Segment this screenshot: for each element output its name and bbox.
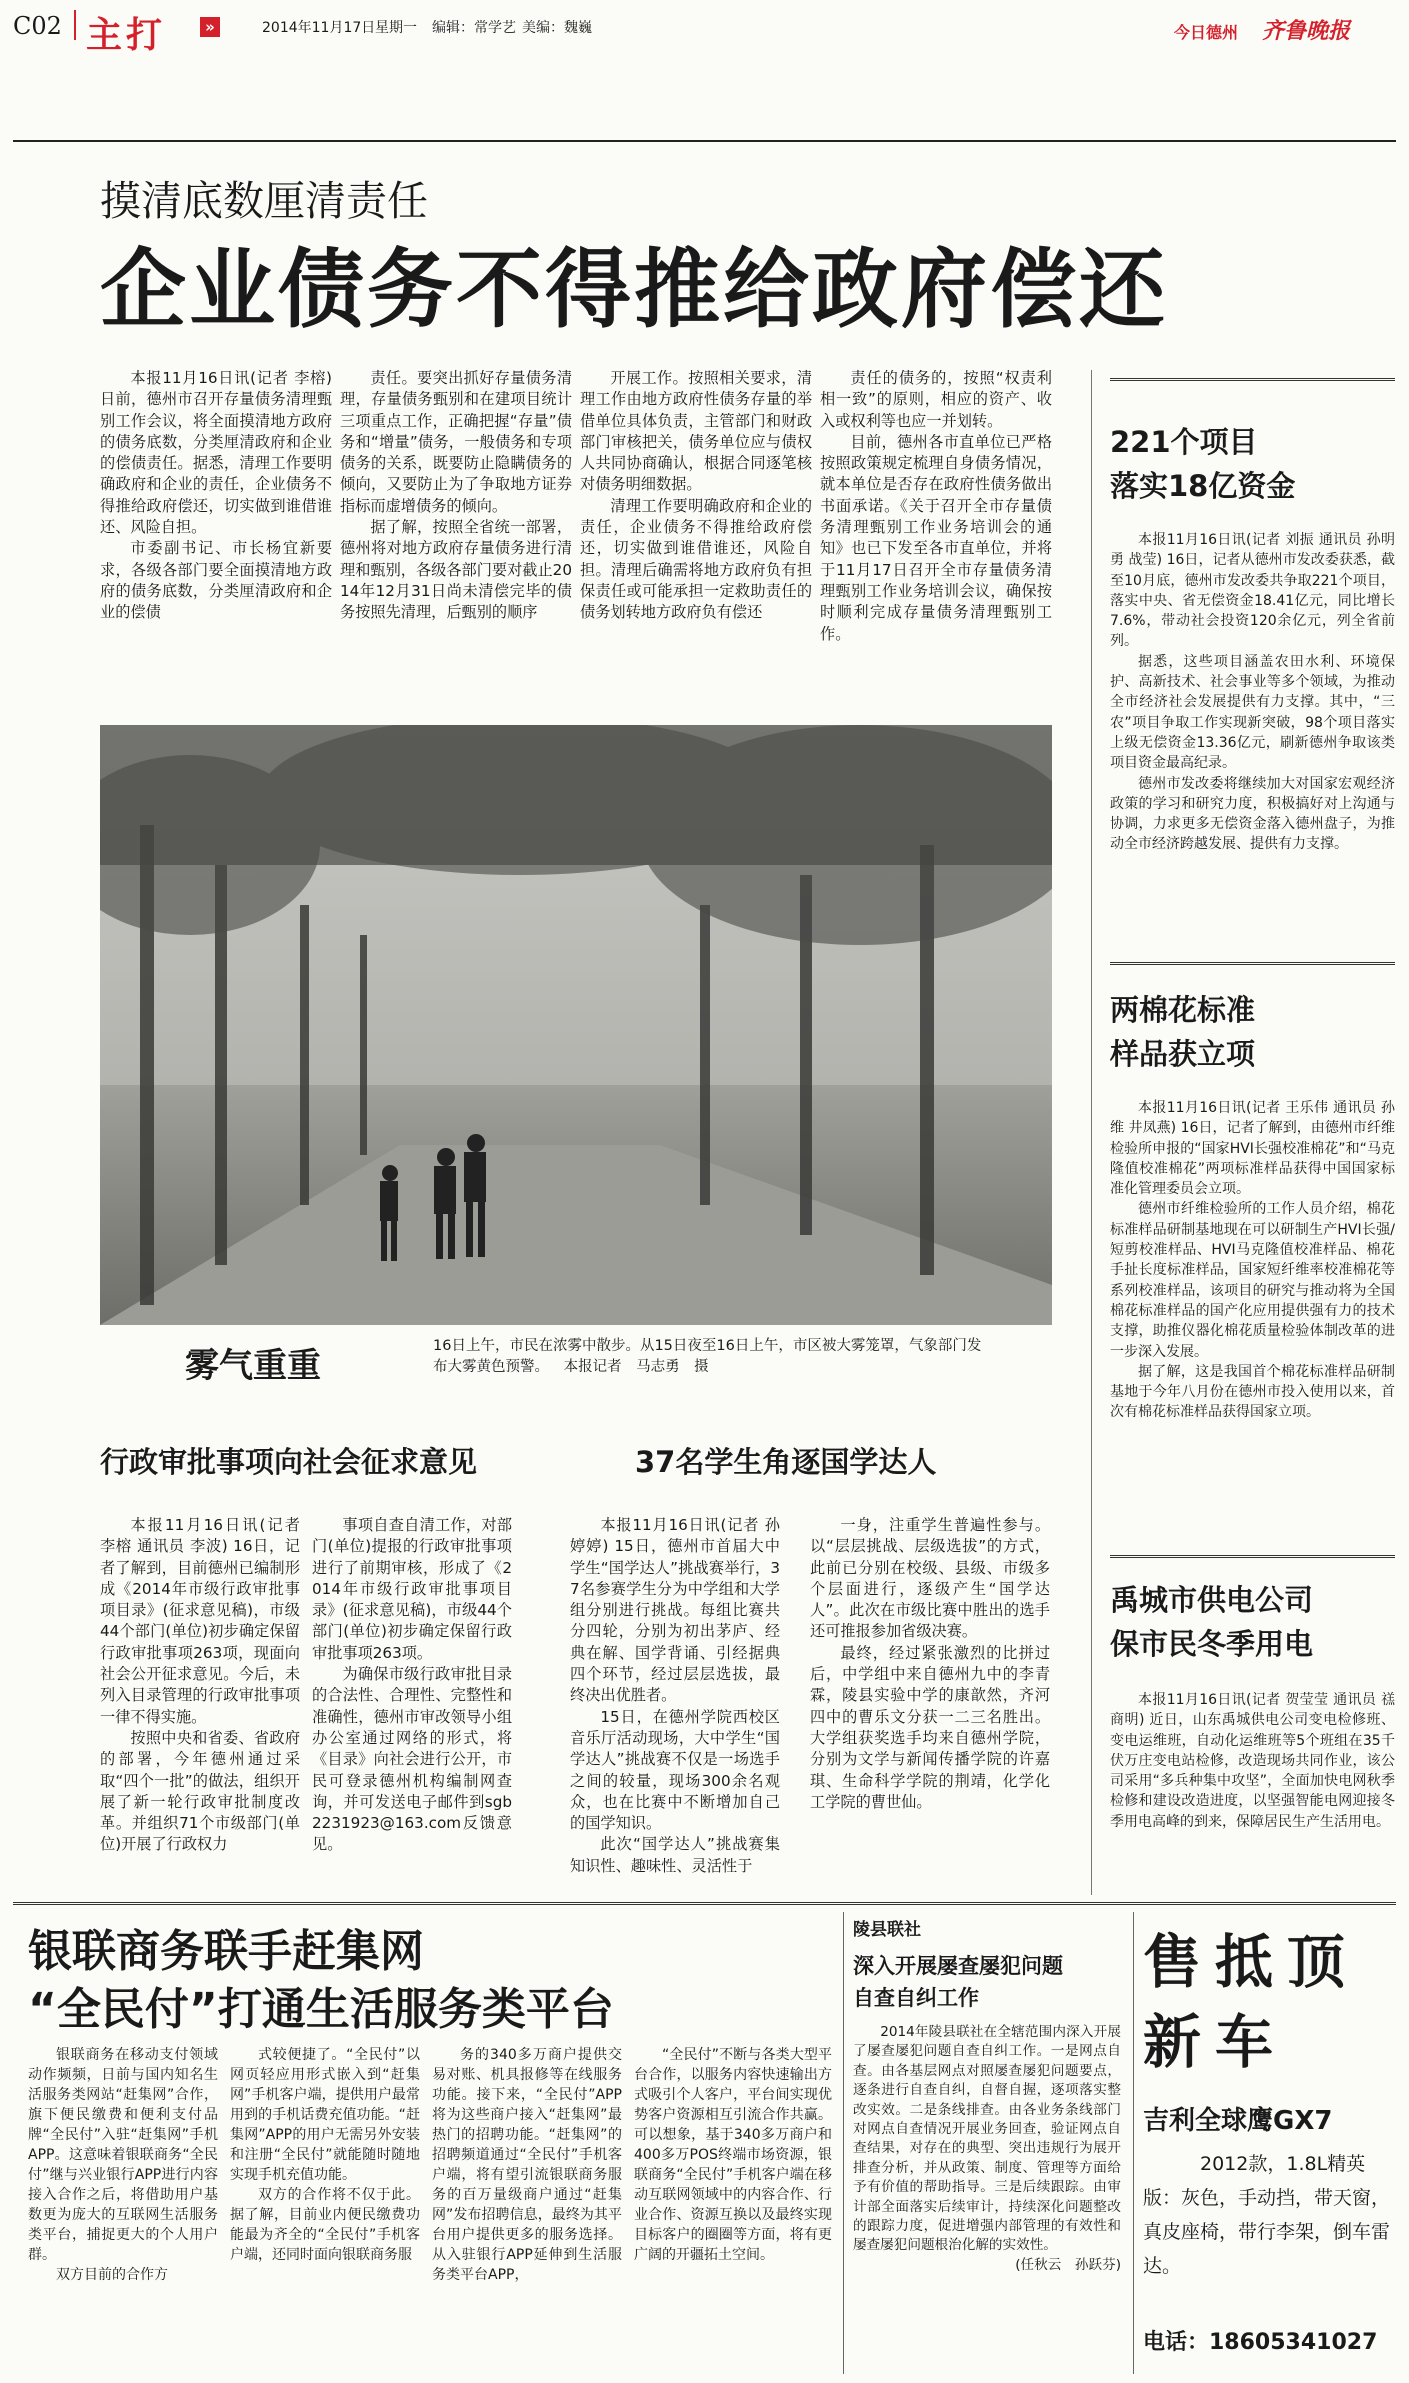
- bottom-band-frame: [13, 1902, 1396, 1905]
- paragraph: 事项自查自清工作，对部门(单位)提报的行政审批事项进行了前期审核，形成了《2014年市级行政审批事项目录》(征求意见稿)，市级44个部门(单位)初步确定保留行政审批事项263项。: [312, 1516, 512, 1662]
- paragraph: 一身，注重学生普遍性参与。以“层层挑战、层级选拔”的方式，此前已分别在校级、县级、市级多个层面进行，逐级产生“国学达人”。此次在市级比赛中胜出的选手还可推报参加省级决赛。: [810, 1516, 1050, 1641]
- sidebar-headline: 落实18亿资金: [1110, 469, 1296, 503]
- paragraph: 据了解，这是我国首个棉花标准样品研制基地于今年八月份在德州市投入使用以来，首次有棉花标准样品获得国家立项。: [1110, 1363, 1395, 1421]
- paragraph: 本报11月16日讯(记者 孙婷婷) 15日，德州市首届大中学生“国学达人”挑战赛举行，37名参赛学生分为中学组和大学组分别进行挑战。每组比赛共分四轮，分别为初出茅庐、经典在解、国学背诵、引经据典四个环节，经过层层选拔，最终决出优胜者。: [570, 1516, 780, 1705]
- paragraph: 本报11月16日讯(记者 王乐伟 通讯员 孙维 井凤燕) 16日，记者了解到，由德州市纤维检验所申报的“国家HVI长强校准棉花”和“马克隆值校准棉花”两项标准样品获得中国国家标准化管理委员会立项。: [1110, 1100, 1395, 1198]
- paragraph: 2014年陵县联社在全辖范围内深入开展了屡查屡犯问题自查自纠工作。一是网点自查。由各基层网点对照屡查屡犯问题要点，逐条进行自查自纠，自督自握，逐项落实整改实效。二是条线排查。由各业务条线部门对网点自查情况开展业务回查，验证网点自查结果，对存在的典型、突出违规行为展开排查分析，并从政策、制度、管理等方面给予有价值的帮助指导。三是后续跟踪。由审计部全面落实后续审计，持续深化问题整改的跟踪力度，促进增强内部管理的有效性和屡查屡犯问题根治化解的实效性。: [853, 2024, 1121, 2254]
- ad-model: 吉利全球鹰GX7: [1143, 2106, 1333, 2136]
- bottom-left-col-3: [432, 2045, 622, 2370]
- photo-caption: [433, 1336, 993, 1378]
- bottom-middle-credit: (任秋云 孙跃芬): [1015, 2256, 1121, 2273]
- paragraph: 此次“国学达人”挑战赛集知识性、趣味性、灵活性于: [570, 1835, 780, 1875]
- bottom-left-col-4: [634, 2045, 832, 2370]
- bottom-left-headline-1: 银联商务联手赶集网: [28, 1926, 424, 1977]
- sidebar-body: [1110, 1098, 1395, 1423]
- paragraph: 最终，经过紧张激烈的比拼过后，中学组中来自德州九中的李青霖，陵县实验中学的康歆然，齐河四中的曹乐文分获一二三名胜出。大学组获奖选手均来自德州学院，分别为文学与新闻传播学院的许嘉琪、生命科学学院的荆靖，化学化工学院的曹世仙。: [810, 1643, 1050, 1811]
- main-kicker: 摸清底数厘清责任: [100, 177, 428, 225]
- paragraph: 式较便捷了。“全民付”以网页轻应用形式嵌入到“赶集网”手机客户端，提供用户最常用到的手机话费充值功能。“赶集网”APP的用户无需另外安装和注册“全民付”就能随时随地实现手机充值功能。: [230, 2047, 420, 2183]
- bottom-middle-org: 陵县联社: [853, 1920, 921, 1940]
- double-chevron-icon: »: [200, 17, 220, 37]
- car-ad: [1143, 1915, 1395, 2375]
- bottom-divider-2: [1133, 1912, 1134, 2374]
- approval-col-2: [312, 1515, 512, 1893]
- paragraph: 按照中央和省委、省政府的部署，今年德州通过采取“四个一批”的做法，组织开展了新一轮行政审批制度改革。并组织71个市级部门(单位)开展了行政权力: [100, 1728, 300, 1854]
- photo-credit: 本报记者 马志勇 摄: [563, 1359, 709, 1375]
- students-headline: 37名学生角逐国学达人: [635, 1445, 937, 1479]
- paragraph: 双方目前的合作方: [56, 2267, 168, 2283]
- ad-specs: 2012款，1.8L精英版：灰色，手动挡，带天窗，真皮座椅，带行李架，倒车雷达。: [1143, 2153, 1391, 2277]
- paragraph: 双方的合作将不仅于此。据了解，目前业内便民缴费功能最为齐全的“全民付”手机客户端，还同时面向银联商务服: [230, 2187, 420, 2263]
- sidebar-headline: 221个项目: [1110, 425, 1258, 459]
- sidebar-rule: [1110, 962, 1395, 965]
- paper-logo: 齐鲁晚报: [1262, 18, 1351, 44]
- paragraph: 15日，在德州学院西校区音乐厅活动现场，大中学生“国学达人”挑战赛不仅是一场选手之间的较量，现场300余名观众，也在比赛中不断增加自己的国学知识。: [570, 1707, 780, 1833]
- sidebar-item-cotton: [1110, 988, 1395, 1423]
- paragraph: 银联商务在移动支付领域动作频频，日前与国内知名生活服务类网站“赶集网”合作，旗下便民缴费和便利支付品牌“全民付”入驻“赶集网”手机APP。这意味着银联商务“全民付”继与兴业银行APP进行内容接入合作之后，将借助用户基数更为庞大的互联网生活服务类平台，捕捉更大的个人用户群。: [28, 2047, 218, 2263]
- sidebar-headline: 样品获立项: [1110, 1037, 1256, 1071]
- bottom-middle-block: [853, 1915, 1125, 2375]
- main-article-col-1: [100, 368, 332, 690]
- header-weekday: 星期一: [375, 20, 417, 36]
- approval-col-1: [100, 1515, 300, 1893]
- section-title: 主打: [86, 15, 167, 56]
- paragraph: 责任的债务的，按照“权责利相一致”的原则，相应的资产、收入或权利等也应一并划转。: [820, 369, 1052, 430]
- paragraph: 本报11月16日讯(记者 李榕 通讯员 李波) 16日，记者了解到，目前德州已编制形成《2014年市级行政审批事项目录》(征求意见稿)，市级44个部门(单位)初步确定保留行政审批事项263项，现面向社会公开征求意见。今后，未列入目录管理的行政审批事项一律不得实施。: [100, 1516, 300, 1726]
- header-designer: 美编：魏巍: [522, 20, 592, 36]
- header-editor: 编辑：常学艺: [432, 20, 516, 36]
- sidebar-rule: [1110, 1555, 1395, 1558]
- students-col-1: [570, 1515, 780, 1893]
- paragraph: 为确保市级行政审批目录的合法性、合理性、完整性和准确性，德州市审改领导小组办公室通过网络的形式，将《目录》向社会进行公开，市民可登录德州机构编制网查询，并可发送电子邮件到sgb2231923@163.com反馈意见。: [312, 1665, 512, 1854]
- bottom-left-headline-2: “全民付”打通生活服务类平台: [28, 1984, 614, 2035]
- paragraph: 据悉，这些项目涵盖农田水利、环境保护、高新技术、社会事业等多个领域，为推动全市经济社会发展提供有力支撑。其中，“三农”项目争取工作实现新突破，98个项目落实上级无偿资金13.36亿元，刷新德州争取该类项目资金最高纪录。: [1110, 653, 1395, 772]
- sidebar-body: [1110, 530, 1395, 855]
- paragraph: 市委副书记、市长杨宜新要求，各级各部门要全面摸清地方政府的债务底数，分类厘清政府和企业的偿债: [100, 539, 332, 622]
- sidebar-headline: 两棉花标准: [1110, 993, 1256, 1027]
- paragraph: 本报11月16日讯(记者 贺莹莹 通讯员 禚商明) 近日，山东禹城供电公司变电检修班、变电运维班，自动化运维班等5个班组在35千伏万庄变电站检修，改造现场共同作业，该公司采用“多兵种集中攻坚”，全面加快电网秋季检修和建设改造进度，以坚强智能电网迎接冬季用电高峰的到来，保障居民生产生活用电。: [1110, 1692, 1395, 1830]
- bottom-middle-headline-2: 自查自纠工作: [853, 1986, 979, 2010]
- paragraph: 目前，德州各市直单位已严格按照政策规定梳理自身债务情况，就本单位是否存在政府性债务做出书面承诺。《关于召开全市存量债务清理甄别工作业务培训会的通知》也已下发至各市直单位，并将于11月17日召开全市存量债务清理甄别工作业务培训会议，确保按时顺利完成存量债务清理甄别工作。: [820, 432, 1052, 643]
- main-article-col-2: [340, 368, 572, 690]
- header-rule: [13, 140, 1396, 142]
- paragraph: 本报11月16日讯(记者 李榕) 日前，德州市召开存量债务清理甄别工作会议，将全面摸清地方政府的债务底数，分类厘清政府和企业的偿债责任。据悉，清理工作要明确政府和企业的责任，企业债务不得推给政府偿还，切实做到谁借谁还、风险自担。: [100, 369, 332, 537]
- bottom-middle-body: [853, 2023, 1121, 2373]
- paragraph: 本报11月16日讯(记者 刘振 通讯员 孙明勇 战莹) 16日，记者从德州市发改委获悉，截至10月底，德州市发改委共争取221个项目，落实中央、省无偿资金18.41亿元，同比增长7.6%，带动社会投资120余亿元，列全省前列。: [1110, 532, 1395, 650]
- paragraph: 德州市纤维检验所的工作人员介绍，棉花标准样品研制基地现在可以研制生产HVI长强/短剪校准样品、HVI马克隆值校准样品、棉花手扯长度标准样品，国家短纤维率校准棉花等系列校准样品，该项目的研究与推动将为全国棉花标准样品的国产化应用提供强有力的技术支撑，助推仪器化棉花质量检验体制改革的进一步深入发展。: [1110, 1201, 1395, 1360]
- paragraph: 务的340多万商户提供交易对账、机具报修等在线服务功能。接下来，“全民付”APP将为这些商户接入“赶集网”最热门的招聘功能。“赶集网”的招聘频道通过“全民付”手机客户端，将有望引流银联商务服务的百万量级商户通过“赶集网”发布招聘信息，最终为其平台用户提供更多的服务选择。从入驻银行APP延伸到生活服务类平台APP，: [432, 2047, 622, 2283]
- sidebar-headline: 保市民冬季用电: [1110, 1627, 1314, 1661]
- sidebar-headline: 禹城市供电公司: [1110, 1583, 1314, 1617]
- bottom-left-col-2: [230, 2045, 420, 2370]
- header-date: 2014年11月17日: [262, 20, 376, 36]
- main-article-col-3: [580, 368, 812, 690]
- main-article-col-4: [820, 368, 1052, 690]
- fog-photo: [100, 725, 1052, 1325]
- ad-headline-2: 新车: [1143, 2008, 1288, 2076]
- fog-photo-illustration: [100, 725, 1052, 1325]
- paragraph: 德州市发改委将继续加大对国家宏观经济政策的学习和研究力度，积极搞好对上沟通与协调，力求更多无偿资金落入德州盘子，为推动全市经济跨越发展、提供有力支撑。: [1110, 775, 1395, 853]
- approval-headline: 行政审批事项向社会征求意见: [100, 1445, 478, 1479]
- paragraph: 据了解，按照全省统一部署，德州将对地方政府存量债务进行清理和甄别，各级各部门要对截止2014年12月31日尚未清偿完毕的债务按照先清理，后甄别的顺序: [340, 518, 572, 622]
- sidebar-divider: [1091, 370, 1092, 1895]
- ad-phone: 电话：18605341027: [1143, 2330, 1378, 2355]
- paragraph: “全民付”不断与各类大型平台合作，以服务内容快速输出方式吸引个人客户，平台间实现优势客户资源相互引流合作共赢。可以想象，基于340多万商户和400多万POS终端市场资源，银联商务“全民付”手机客户端在移动互联网领域中的内容合作、行业合作、资源互换以及最终实现目标客户的圈圈等方面，将有更广阔的开疆拓土空间。: [634, 2047, 832, 2263]
- page-header: [0, 0, 1409, 55]
- section-divider: [74, 10, 76, 40]
- bottom-divider-1: [843, 1912, 844, 2374]
- paragraph: 清理工作要明确政府和企业的责任，企业债务不得推给政府偿还，切实做到谁借谁还，风险自担。清理后确需将地方政府负有担保责任或可能承担一定救助责任的债务划转地方政府负有偿还: [580, 496, 812, 622]
- photo-title: 雾气重重: [185, 1346, 321, 1386]
- ad-headline-1: 售抵顶: [1143, 1928, 1360, 1996]
- paragraph: 责任。要突出抓好存量债务清理，存量债务甄别和在建项目统计三项重点工作，正确把握“存量”债务和“增量”债务，一般债务和专项债务的关系，既要防止隐瞒债务的倾向，又要防止为了争取地方证券指标而虚增债务的倾向。: [340, 369, 572, 515]
- sidebar-item-projects: [1110, 420, 1395, 855]
- sidebar-body: [1110, 1690, 1395, 1832]
- bottom-left-col-1: [28, 2045, 218, 2370]
- photo-caption-text: 16日上午，市民在浓雾中散步。从15日夜至16日上午，市区被大雾笼罩，气象部门发布大雾黄色预警。: [433, 1338, 982, 1375]
- sidebar-top-rule: [1110, 378, 1395, 381]
- paragraph: 开展工作。按照相关要求，清理工作由地方政府性债务存量的举借单位具体负责，主管部门和财政部门审核把关，债务单位应与债权人共同协商确认，根据合同逐笔核对债务明细数据。: [580, 369, 812, 494]
- edition-label: 今日德州: [1174, 23, 1239, 42]
- bottom-left-block: [18, 1915, 840, 2375]
- sidebar-item-power: [1110, 1578, 1395, 1832]
- page-code: C02: [13, 12, 62, 40]
- bottom-middle-headline-1: 深入开展屡查屡犯问题: [853, 1954, 1063, 1978]
- main-headline: 企业债务不得推给政府偿还: [100, 240, 1168, 340]
- students-col-2: [810, 1515, 1050, 1893]
